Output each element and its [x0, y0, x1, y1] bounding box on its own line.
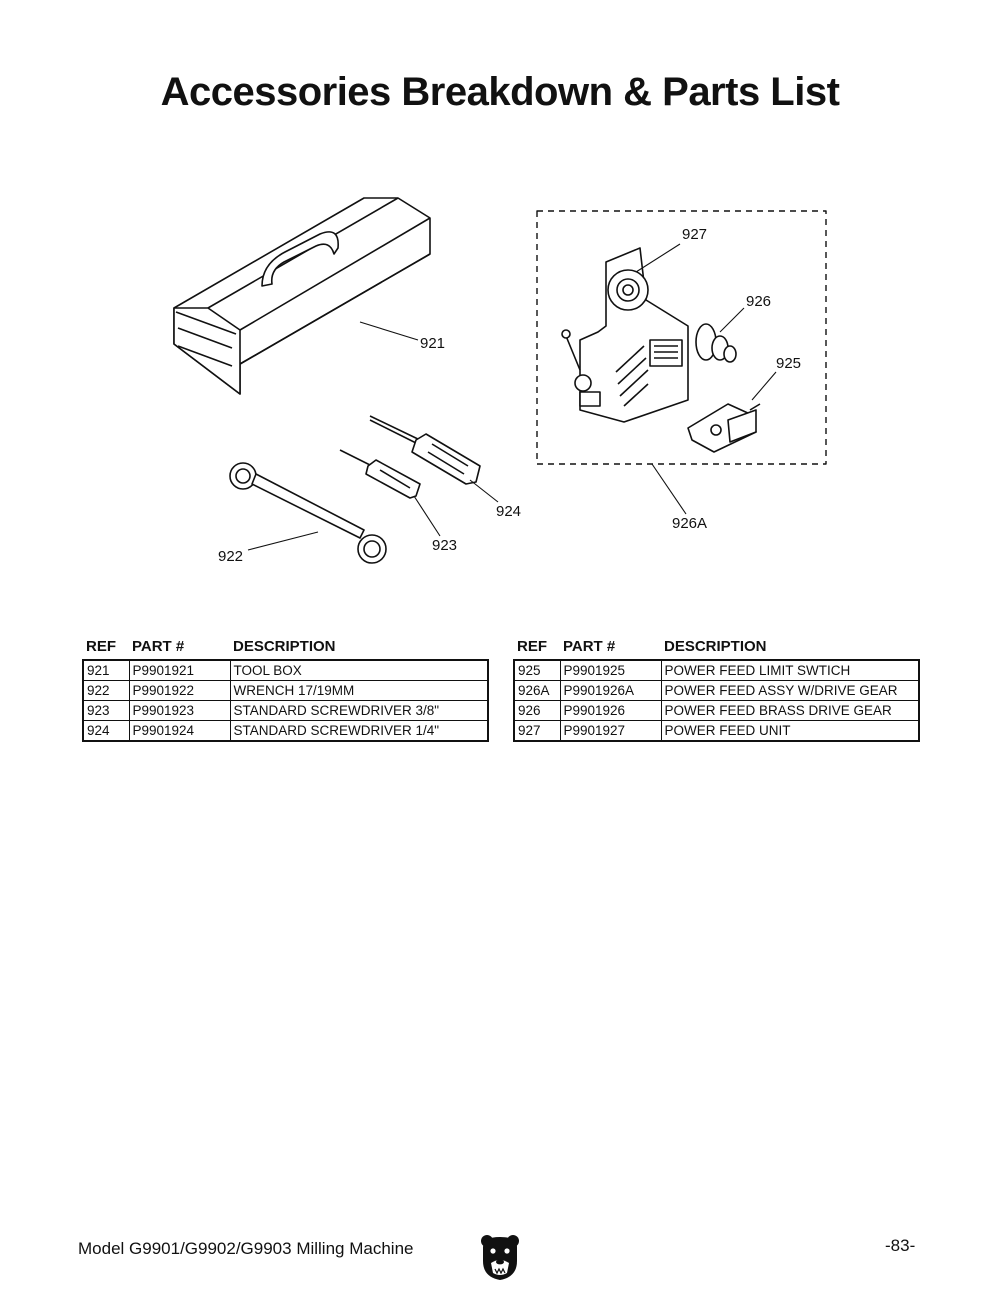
callout-925: 925 — [776, 355, 802, 372]
header-ref: REF — [86, 638, 116, 655]
footer-model-name: Model G9901/G9902/G9903 Milling Machine — [78, 1239, 414, 1258]
page-number: -83- — [885, 1236, 916, 1255]
table-row — [83, 660, 488, 681]
part-cell: P9901922 — [129, 681, 230, 701]
power-feed-unit-drawing — [562, 248, 760, 452]
callout-922: 922 — [218, 548, 244, 565]
part-cell: P9901924 — [129, 721, 230, 742]
table-row — [514, 701, 919, 721]
ref-cell: 925 — [514, 660, 560, 681]
ref-cell: 927 — [514, 721, 560, 742]
part-cell: P9901923 — [129, 701, 230, 721]
header-description: DESCRIPTION — [664, 638, 767, 655]
header-part: PART # — [563, 638, 616, 655]
description-cell: STANDARD SCREWDRIVER 1/4" — [230, 721, 488, 742]
table-row — [514, 681, 919, 701]
ref-cell: 926 — [514, 701, 560, 721]
description-cell: POWER FEED ASSY W/DRIVE GEAR — [661, 681, 919, 701]
ref-cell: 921 — [83, 660, 129, 681]
part-cell: P9901926A — [560, 681, 661, 701]
wrench-drawing — [230, 463, 386, 563]
callout-927: 927 — [682, 226, 708, 243]
part-cell: P9901921 — [129, 660, 230, 681]
description-cell: POWER FEED LIMIT SWTICH — [661, 660, 919, 681]
description-cell: TOOL BOX — [230, 660, 488, 681]
header-part: PART # — [132, 638, 185, 655]
table-row — [514, 660, 919, 681]
callout-921: 921 — [420, 335, 446, 352]
part-cell: P9901925 — [560, 660, 661, 681]
callout-926a: 926A — [672, 515, 708, 532]
callout-924: 924 — [496, 503, 522, 520]
accessories-diagram — [0, 0, 1000, 620]
part-cell: P9901926 — [560, 701, 661, 721]
table-row — [83, 681, 488, 701]
bear-logo-icon — [479, 1233, 521, 1281]
page-title: Accessories Breakdown & Parts List — [160, 70, 840, 114]
screwdriver-923-drawing — [340, 450, 420, 498]
description-cell: POWER FEED BRASS DRIVE GEAR — [661, 701, 919, 721]
ref-cell: 922 — [83, 681, 129, 701]
description-cell: POWER FEED UNIT — [661, 721, 919, 742]
part-cell: P9901927 — [560, 721, 661, 742]
description-cell: STANDARD SCREWDRIVER 3/8" — [230, 701, 488, 721]
parts-table-left — [82, 636, 489, 742]
table-row — [514, 721, 919, 742]
tool-box-drawing — [174, 198, 430, 394]
ref-cell: 926A — [514, 681, 560, 701]
ref-cell: 923 — [83, 701, 129, 721]
parts-table-right — [513, 636, 920, 742]
description-cell: WRENCH 17/19MM — [230, 681, 488, 701]
table-row — [83, 721, 488, 742]
callout-923: 923 — [432, 537, 458, 554]
header-description: DESCRIPTION — [233, 638, 336, 655]
table-row — [83, 701, 488, 721]
header-ref: REF — [517, 638, 547, 655]
ref-cell: 924 — [83, 721, 129, 742]
callout-926: 926 — [746, 293, 772, 310]
